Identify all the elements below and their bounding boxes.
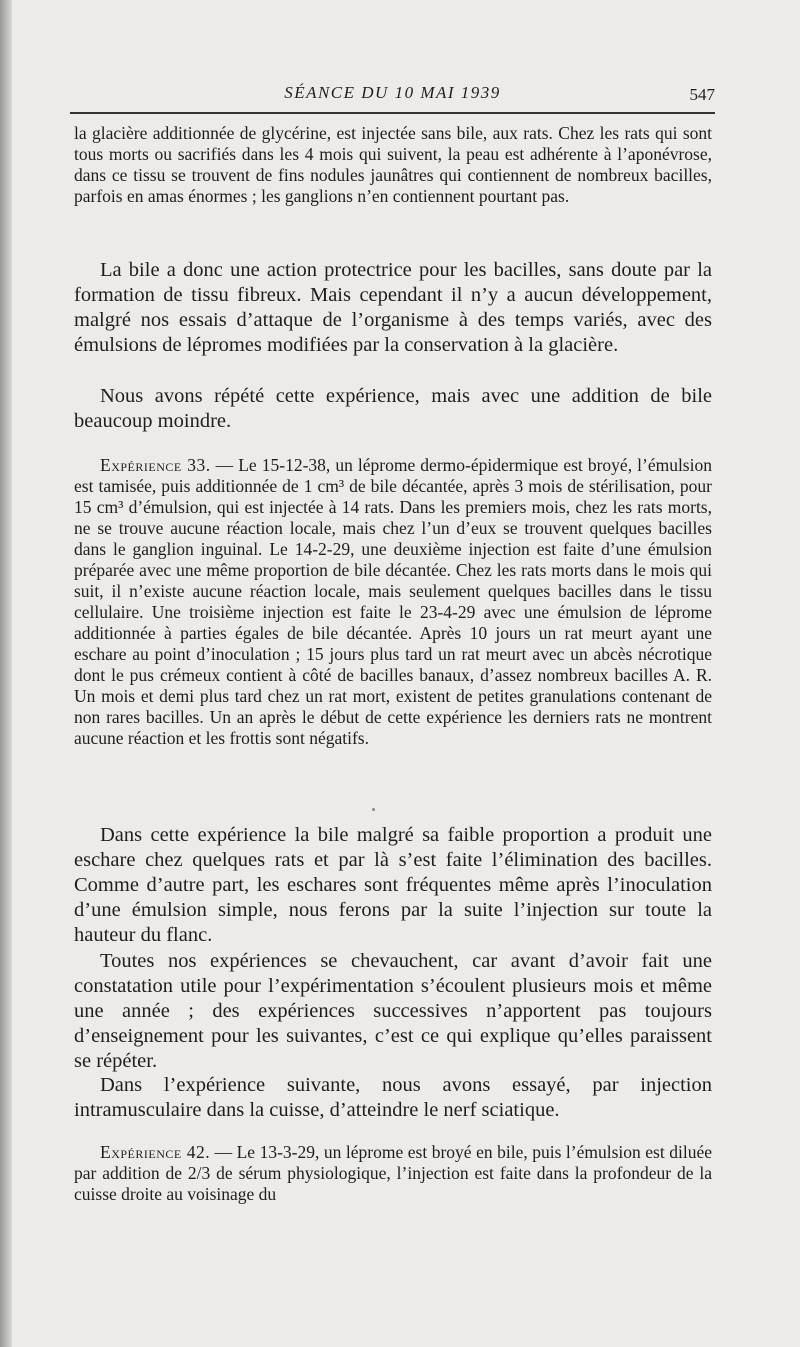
page-header	[70, 83, 715, 113]
paragraph-overlapping-experiments: Toutes nos expériences se chevauchent, car avant d’avoir fait une constatation utile pour l’expérimentation s’écoulent plusieurs mois et même une année ; des expériences successives n’apportent pas toujours d’enseignement pour les suivantes, c’est ce qui explique qu’elles paraissent se répéter.	[74, 950, 712, 1072]
header-rule	[70, 112, 715, 114]
paragraph-repeated-experiment: Nous avons répété cette expérience, mais avec une addition de bile beaucoup moindre.	[74, 385, 712, 432]
paragraph-bile-action: La bile a donc une action protectrice pour les bacilles, sans doute par la formation de tissu fibreux. Mais cependant il n’y a aucun développement, malgré nos essais d’attaque de l’organisme à des temps variés, avec des émulsions de lépromes modifiées par la conservation à la glacière.	[74, 259, 712, 356]
experiment-42-text: — Le 13-3-29, un léprome est broyé en bile, puis l’émulsion est diluée par addition de 2/3 de sérum physiologique, l’injection est faite dans la profondeur de la cuisse droite au voisinage du	[74, 1142, 712, 1204]
page-number: 547	[689, 85, 715, 104]
experiment-33-text: — Le 15-12-38, un léprome dermo-épidermique est broyé, l’émulsion est tamisée, puis additionnée de 1 cm³ de bile décantée, après 3 mois de stérilisation, pour 15 cm³ d’émulsion, qui est injectée à 14 rats. Dans les premiers mois, chez les rats morts, ne se trouve aucune réaction locale, mais chez l’un d’eux se trouvent quelques bacilles dans le ganglion inguinal. Le 14-2-29, une deuxième injection est faite d’une émulsion préparée avec une même proportion de bile décantée. Chez les rats morts dans le mois qui suit, il n’existe aucune réaction locale, mais seulement quelques bacilles dans le tissu cellulaire. Une troisième injection est faite le 23-4-29 avec une émulsion de léprome additionnée à parties égales de bile décantée. Après 10 jours un rat meurt ayant une eschare au point d’inoculation ; 15 jours plus tard un rat meurt avec un abcès nécrotique dont le pus crémeux contient à côté de bacilles banaux, d’assez nombreux bacilles A. R. Un mois et demi plus tard chez un rat mort, existent de petites granulations contenant de non rares bacilles. Un an après le début de cette expérience les derniers rats ne montrent aucune réaction et les frottis sont négatifs.	[74, 455, 712, 748]
experiment-42-label: Expérience 42.	[100, 1142, 211, 1162]
running-head: SÉANCE DU 10 MAI 1939	[284, 83, 501, 102]
paragraph-eschare: Dans cette expérience la bile malgré sa faible proportion a produit une eschare chez quelques rats et par là s’est faite l’élimination des bacilles. Comme d’autre part, les eschares sont fréquentes même après l’inoculation d’une émulsion simple, nous ferons par la suite l’injection sur toute la hauteur du flanc.	[74, 824, 712, 946]
experiment-42	[74, 1142, 712, 1205]
paragraph-next-experiment: Dans l’expérience suivante, nous avons essayé, par injection intramusculaire dans la cuisse, d’atteindre le nerf sciatique.	[74, 1074, 712, 1121]
paragraph-continuation: la glacière additionnée de glycérine, est injectée sans bile, aux rats. Chez les rats qui sont tous morts ou sacrifiés dans les 4 mois qui suivent, la peau est adhérente à l’aponévrose, dans ce tissu se trouvent de fins nodules jaunâtres qui contiennent de nombreux bacilles, parfois en amas énormes ; les ganglions n’en contiennent pourtant pas.	[74, 123, 712, 206]
experiment-33	[74, 455, 712, 749]
print-speck	[372, 808, 375, 811]
experiment-33-label: Expérience 33.	[100, 455, 211, 475]
scan-shadow-edge	[0, 0, 12, 1347]
